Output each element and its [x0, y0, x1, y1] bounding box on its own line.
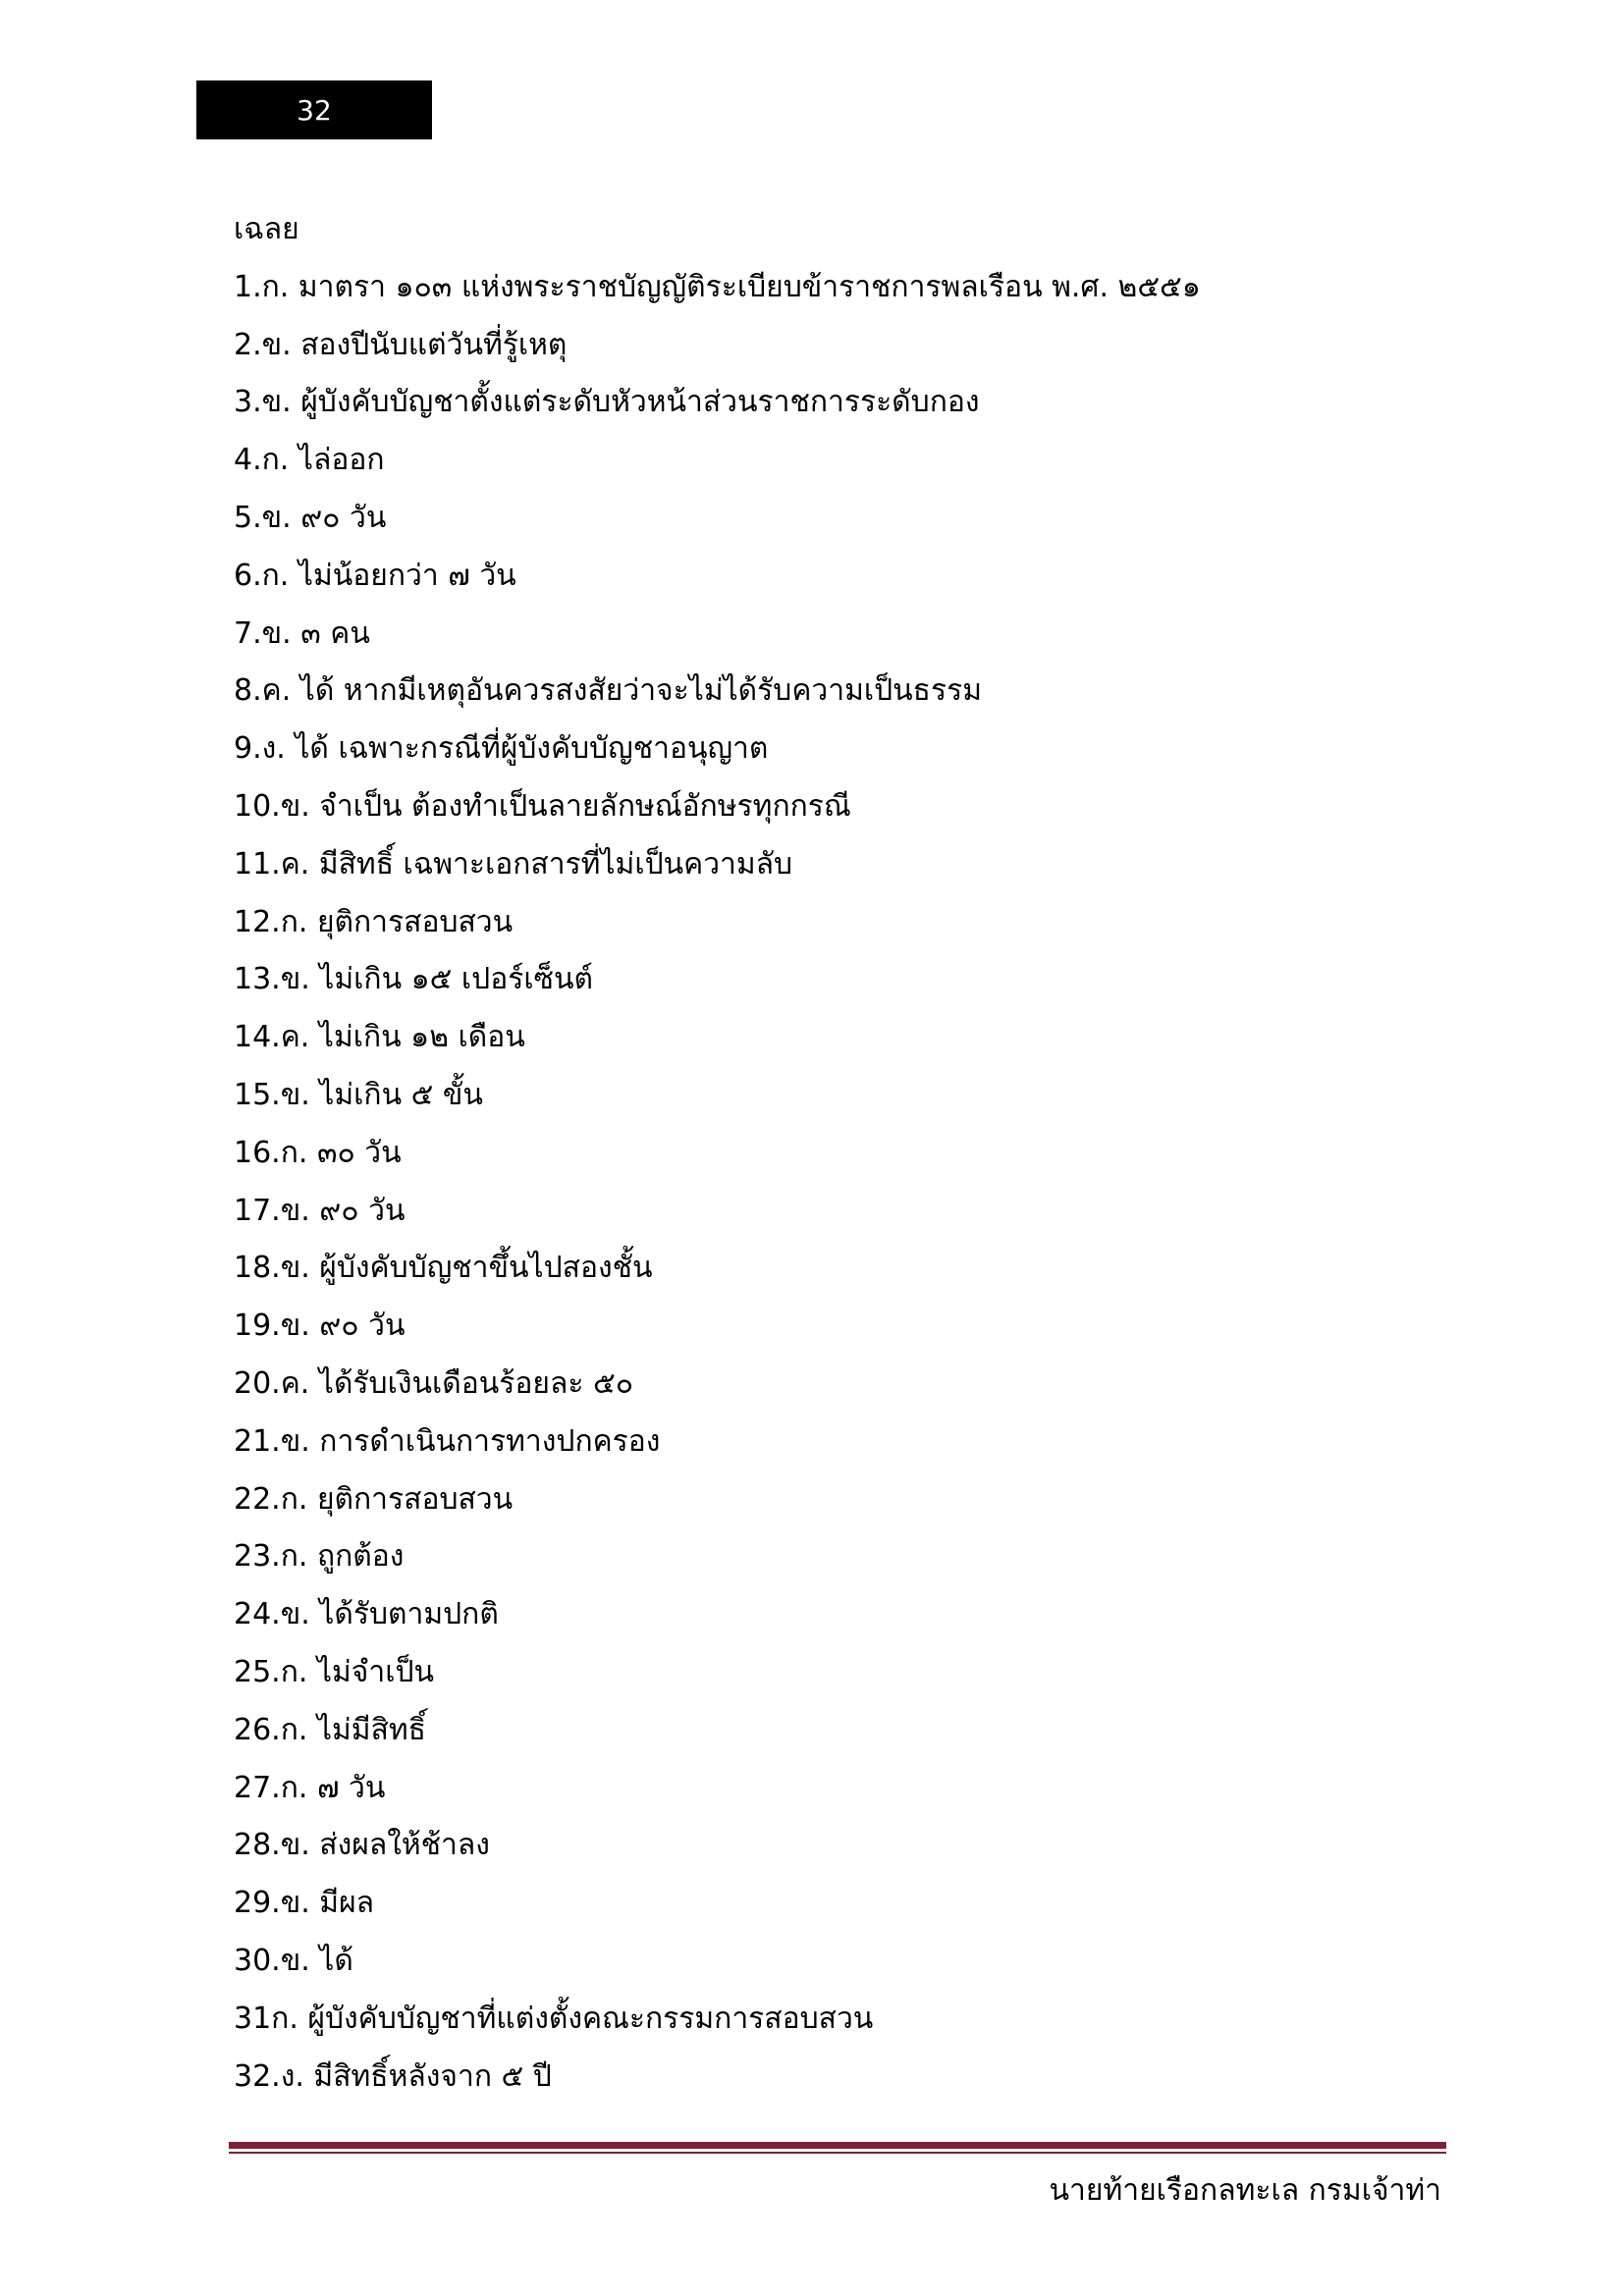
answer-item: 9.ง. ได้ เฉพาะกรณีที่ผู้บังคับบัญชาอนุญาต: [234, 731, 769, 767]
answer-item: 21.ข. การดำเนินการทางปกครอง: [234, 1423, 661, 1459]
answer-item: 19.ข. ๙๐ วัน: [234, 1308, 406, 1344]
answer-item: 26.ก. ไม่มีสิทธิ์: [234, 1712, 426, 1747]
page-number-box: [196, 80, 432, 139]
footer-divider-thin: [229, 2152, 1446, 2154]
answer-item: 6.ก. ไม่น้อยกว่า ๗ วัน: [234, 558, 516, 593]
answer-item: 31ก. ผู้บังคับบัญชาที่แต่งตั้งคณะกรรมการสอบสวน: [234, 2001, 874, 2036]
answer-item: 11.ค. มีสิทธิ์ เฉพาะเอกสารที่ไม่เป็นความลับ: [234, 846, 793, 881]
answer-item: 15.ข. ไม่เกิน ๕ ขั้น: [234, 1077, 483, 1112]
answer-item: 17.ข. ๙๐ วัน: [234, 1193, 406, 1228]
answer-item: 32.ง. มีสิทธิ์หลังจาก ๕ ปี: [234, 2058, 552, 2094]
answer-item: 16.ก. ๓๐ วัน: [234, 1135, 402, 1170]
answer-item: 5.ข. ๙๐ วัน: [234, 500, 387, 535]
answer-item: 30.ข. ได้: [234, 1943, 353, 1978]
answer-item: 23.ก. ถูกต้อง: [234, 1539, 405, 1575]
answer-item: 27.ก. ๗ วัน: [234, 1770, 386, 1805]
answer-item: 14.ค. ไม่เกิน ๑๒ เดือน: [234, 1020, 525, 1055]
answer-item: 4.ก. ไล่ออก: [234, 443, 385, 478]
footer-divider: [229, 2142, 1446, 2154]
answer-item: 8.ค. ได้ หากมีเหตุอันควรสงสัยว่าจะไม่ได้รับความเป็นธรรม: [234, 673, 982, 709]
answer-item: 28.ข. ส่งผลให้ช้าลง: [234, 1828, 490, 1863]
answer-key-heading: เฉลย: [234, 212, 299, 246]
answer-item: 3.ข. ผู้บังคับบัญชาตั้งแต่ระดับหัวหน้าส่วนราชการระดับกอง: [234, 385, 980, 420]
answer-item: 10.ข. จำเป็น ต้องทำเป็นลายลักษณ์อักษรทุกกรณี: [234, 788, 851, 824]
answer-list: [234, 259, 1432, 2107]
answer-item: 29.ข. มีผล: [234, 1886, 375, 1921]
answer-item: 1.ก. มาตรา ๑๐๓ แห่งพระราชบัญญัติระเบียบข้าราชการพลเรือน พ.ศ. ๒๕๕๑: [234, 269, 1201, 304]
answer-item: 2.ข. สองปีนับแต่วันที่รู้เหตุ: [234, 327, 568, 362]
answer-item: 18.ข. ผู้บังคับบัญชาขึ้นไปสองชั้น: [234, 1251, 653, 1286]
answer-item: 7.ข. ๓ คน: [234, 615, 370, 651]
answer-item: 25.ก. ไม่จำเป็น: [234, 1654, 435, 1689]
answer-item: 12.ก. ยุติการสอบสวน: [234, 904, 514, 939]
answer-item: 13.ข. ไม่เกิน ๑๕ เปอร์เซ็นต์: [234, 962, 593, 997]
footer-text: นายท้ายเรือกลทะเล กรมเจ้าท่า: [1049, 2173, 1441, 2208]
answer-item: 24.ข. ได้รับตามปกติ: [234, 1597, 499, 1632]
answer-key-section: [234, 201, 1432, 2106]
answer-item: 20.ค. ได้รับเงินเดือนร้อยละ ๕๐: [234, 1365, 634, 1401]
answer-item: 22.ก. ยุติการสอบสวน: [234, 1481, 514, 1517]
footer-divider-thick: [229, 2142, 1446, 2149]
page-number: 32: [297, 93, 332, 127]
